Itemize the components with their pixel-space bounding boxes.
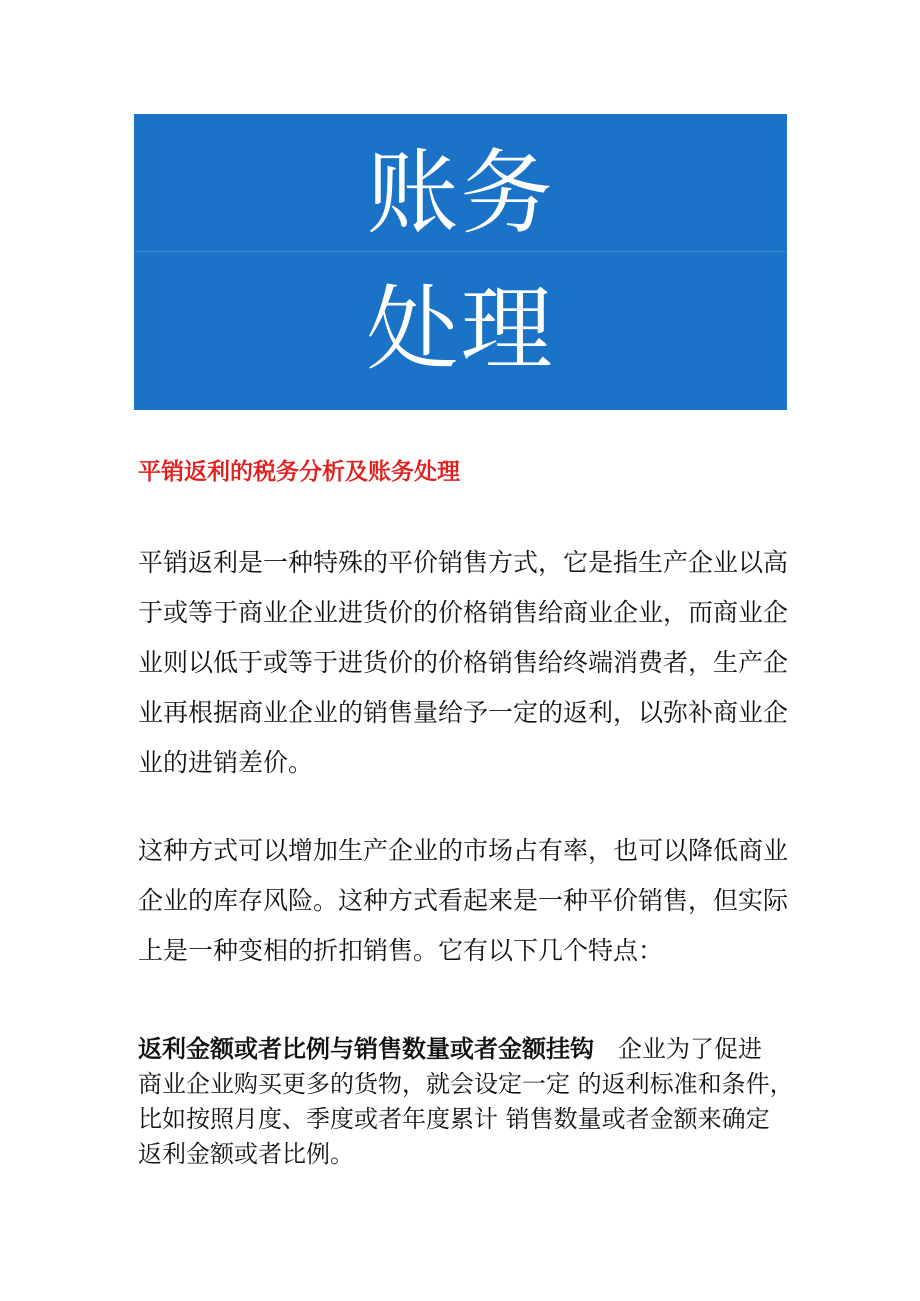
title-banner bbox=[134, 114, 787, 410]
paragraph-line: 业再根据商业企业的销售量给予一定的返利，以弥补商业企 bbox=[138, 698, 789, 727]
paragraph-line: 平销返利是一种特殊的平价销售方式，它是指生产企业以高 bbox=[138, 548, 789, 577]
paragraph-line: 业则以低于或等于进货价的价格销售给终端消费者，生产企 bbox=[138, 648, 789, 677]
paragraph-feature-1 bbox=[138, 1032, 794, 1172]
banner-divider bbox=[134, 251, 787, 252]
paragraph-line: 于或等于商业企业进货价的价格销售给商业企业，而商业企 bbox=[138, 598, 789, 627]
paragraph-line: 企业的库存风险。这种方式看起来是一种平价销售，但实际 bbox=[138, 886, 789, 915]
feature-text: 企业为了促进 bbox=[594, 1035, 762, 1063]
paragraph-line: 商业企业购买更多的货物，就会设定一定 的返利标准和条件， bbox=[138, 1070, 794, 1098]
paragraph-line: 上是一种变相的折扣销售。它有以下几个特点： bbox=[138, 936, 664, 965]
paragraph-line: 返利金额或者比例。 bbox=[138, 1140, 354, 1168]
paragraph-features-intro bbox=[138, 826, 788, 976]
paragraph-line: 比如按照月度、季度或者年度累计 销售数量或者金额来确定 bbox=[138, 1105, 770, 1133]
paragraph-line bbox=[138, 1032, 788, 1067]
banner-title-line1: 账务 bbox=[366, 140, 555, 247]
feature-heading: 返利金额或者比例与销售数量或者金额挂钩 bbox=[138, 1035, 594, 1063]
banner-title-line2: 处理 bbox=[366, 276, 555, 383]
article-subtitle: 平销返利的税务分析及账务处理 bbox=[138, 459, 460, 485]
paragraph-intro bbox=[138, 538, 788, 788]
paragraph-line: 业的进销差价。 bbox=[138, 748, 314, 777]
paragraph-line: 这种方式可以增加生产企业的市场占有率，也可以降低商业 bbox=[138, 836, 789, 865]
